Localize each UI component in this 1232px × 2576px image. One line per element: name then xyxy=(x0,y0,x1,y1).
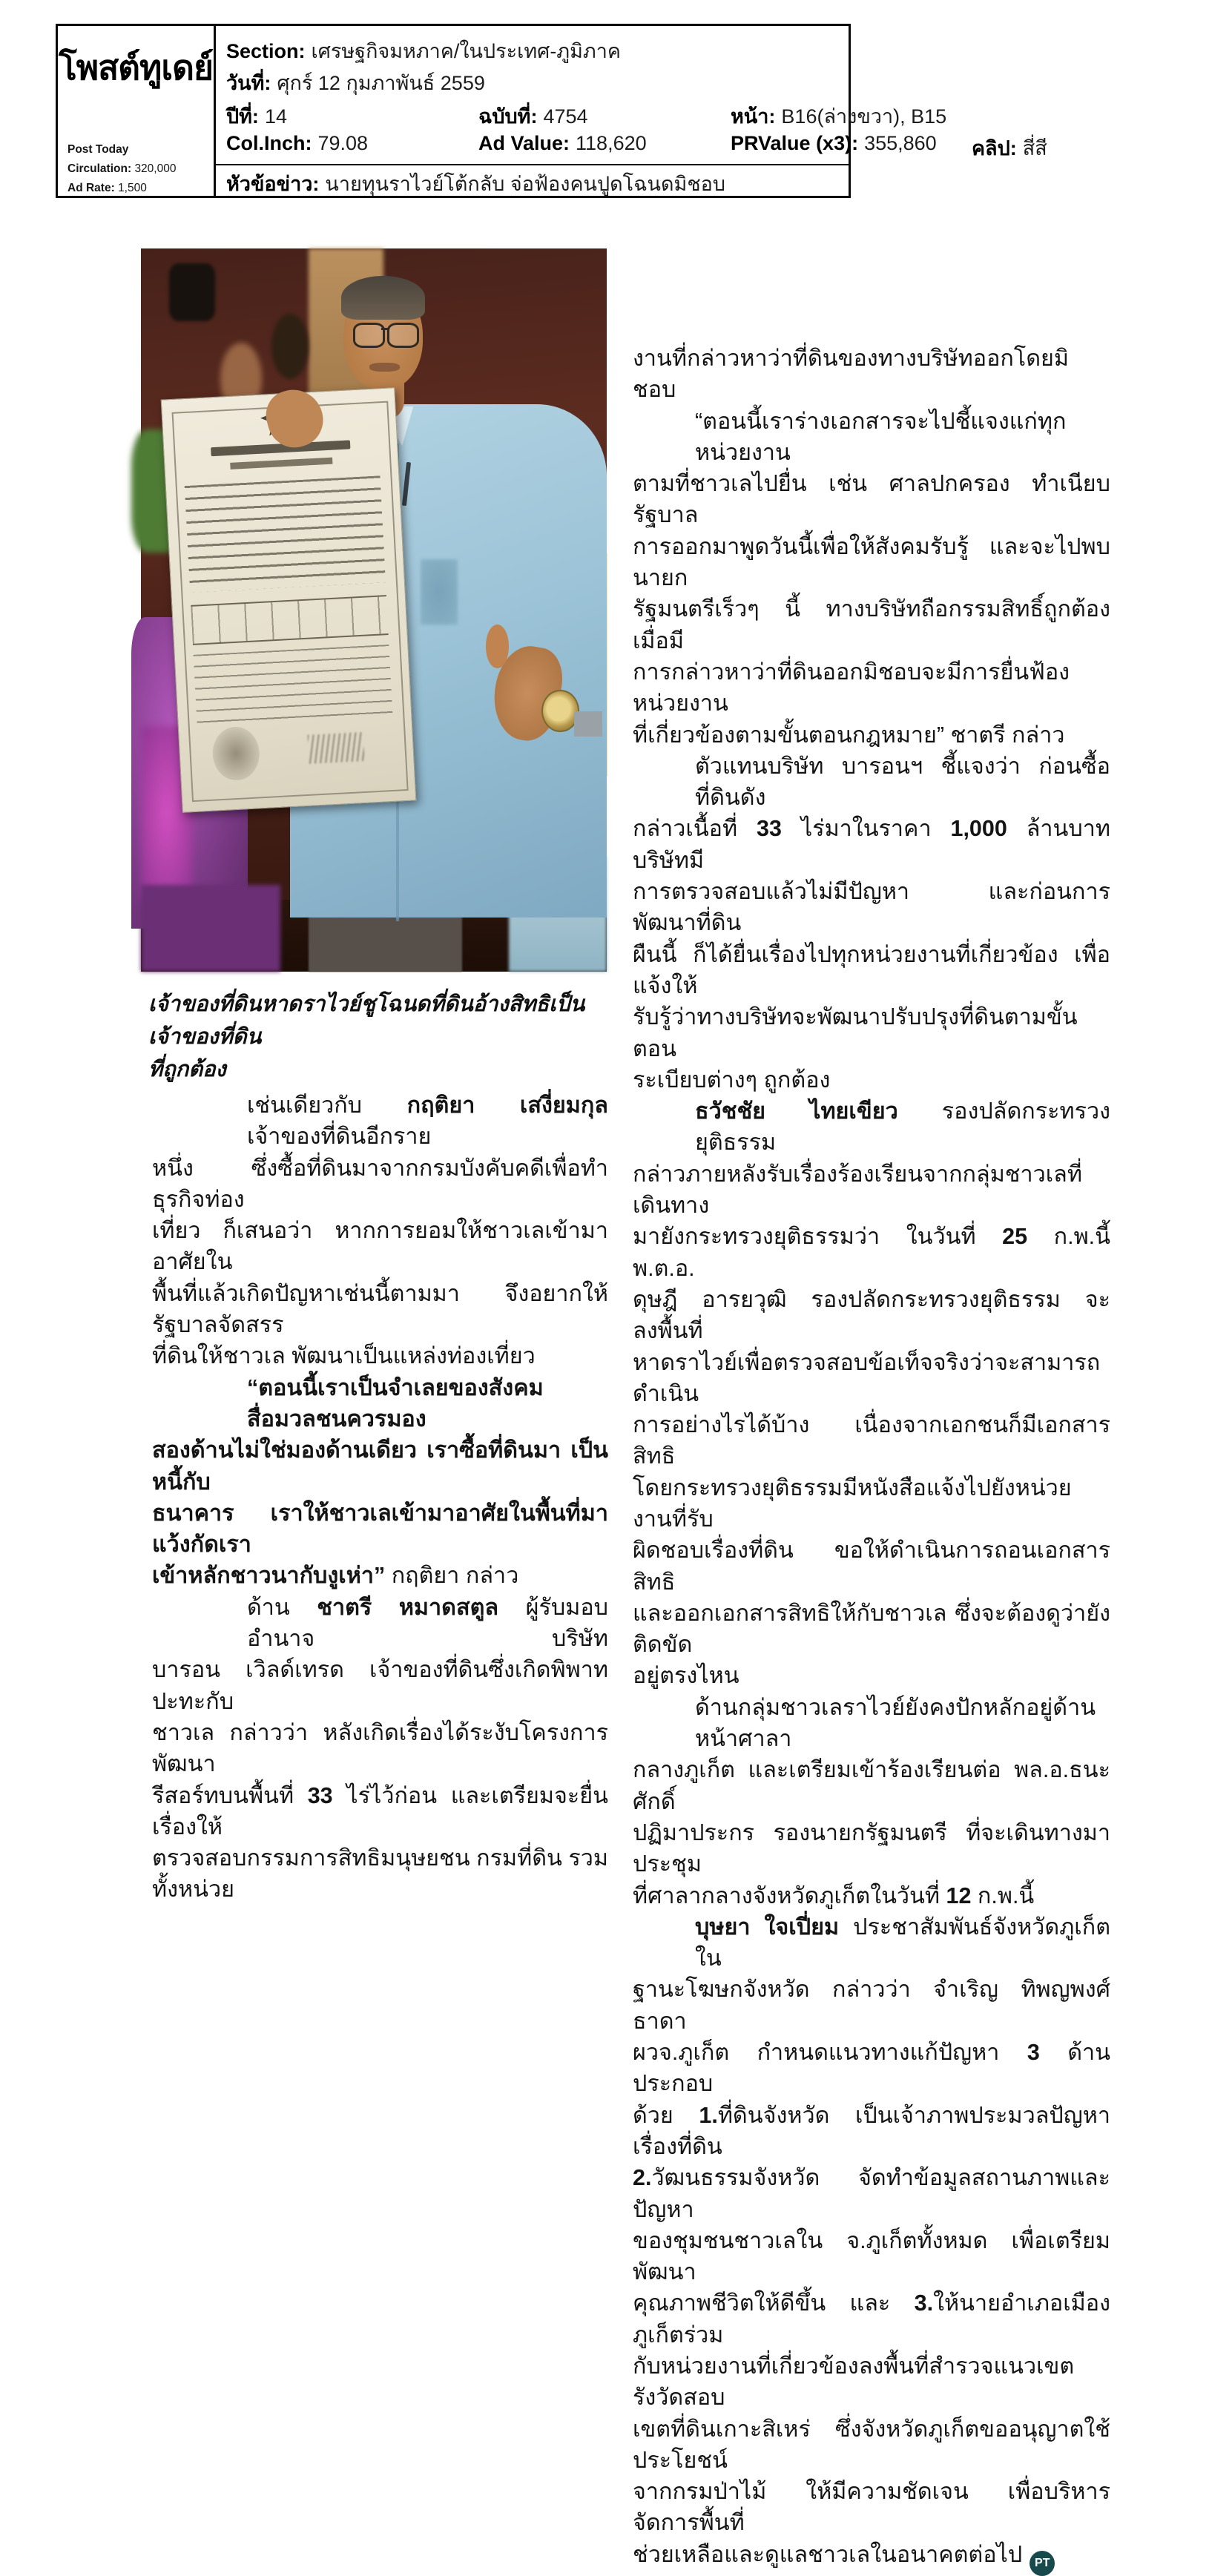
meta-row-date xyxy=(216,67,849,96)
text-segment: อยู่ตรงไหน xyxy=(633,1663,739,1689)
article-text-line xyxy=(633,1880,1110,1911)
text-segment: ไร่ไว้ก่อน และเตรียมจะยื่นเรื่องให้ xyxy=(152,1782,608,1839)
document-text-lines xyxy=(185,475,386,593)
advalue-value: 118,620 xyxy=(576,132,647,154)
ad-rate-line xyxy=(67,182,147,195)
article-text-line xyxy=(633,406,1110,469)
page-label: หน้า: xyxy=(731,105,776,128)
ad-rate-value: 1,500 xyxy=(118,182,147,194)
photo-man-mouth xyxy=(369,363,400,372)
article-text-line xyxy=(152,1372,608,1435)
bold-text-segment: 25 xyxy=(1002,1224,1028,1250)
article-text-line xyxy=(633,1754,1110,1817)
bold-text-segment: บุษยา ใจเปี่ยม xyxy=(695,1914,840,1940)
article-text-line xyxy=(633,1221,1110,1284)
text-segment: วัฒนธรรมจังหวัด จัดทำข้อมูลสถานภาพและปัญหา xyxy=(633,2165,1110,2222)
year-value: 14 xyxy=(264,105,287,128)
clip-field xyxy=(972,132,1047,164)
photo-watch-band xyxy=(574,711,602,737)
publication-name: Post Today xyxy=(67,143,129,156)
text-segment: ที่ดินให้ชาวเล พัฒนาเป็นแหล่งท่องเที่ยว xyxy=(152,1343,536,1369)
article-text-line xyxy=(633,531,1110,594)
text-segment: การออกมาพูดวันนี้เพื่อให้สังคมรับรู้ และจะไปพบนายก xyxy=(633,533,1110,591)
text-segment: คุณภาพชีวิตให้ดีขึ้น และ xyxy=(633,2290,915,2316)
headline-label: หัวข้อข่าว: xyxy=(226,173,320,195)
article-text-line xyxy=(152,1090,608,1153)
glasses-bridge xyxy=(381,328,389,330)
glasses-left-lens xyxy=(353,323,386,347)
article-text-line xyxy=(633,2037,1110,2100)
meta-row-value xyxy=(216,132,1047,162)
text-segment: การอย่างไรได้บ้าง เนื่องจากเอกชนก็มีเอกสารสิทธิ xyxy=(633,1412,1110,1469)
article-text-line xyxy=(152,1215,608,1278)
article-text-line xyxy=(633,2162,1110,2225)
article-text-line xyxy=(633,1817,1110,1880)
article-text-line xyxy=(633,2539,1110,2576)
text-segment: หนึ่ง ซึ่งซื้อที่ดินมาจากกรมบังคับคดีเพื่อทำธุรกิจท่อง xyxy=(152,1155,608,1212)
section-field xyxy=(226,35,621,67)
photo-man-hair xyxy=(341,276,425,320)
prvalue-label: PRValue (x3): xyxy=(731,132,859,154)
article-text-line xyxy=(633,2476,1110,2539)
meta-row-headline xyxy=(216,168,849,197)
text-segment: ตัวแทนบริษัท บารอนฯ ชี้แจงว่า ก่อนซื้อที่ดินดัง xyxy=(695,753,1110,811)
photo-table-edge xyxy=(141,885,280,972)
photo-thumb xyxy=(486,625,509,668)
colinch-label: Col.Inch: xyxy=(226,132,312,154)
prvalue-value: 355,860 xyxy=(864,132,937,154)
photo-caption xyxy=(148,988,612,1086)
date-value: ศุกร์ 12 กุมภาพันธ์ 2559 xyxy=(277,72,485,94)
bold-text-segment: สองด้านไม่ใช่มองด้านเดียว เราซื้อที่ดินมา เป็นหนี้กับ xyxy=(152,1437,608,1495)
post-today-end-badge: PT xyxy=(1030,2551,1055,2576)
article-text-line xyxy=(152,1592,608,1655)
circulation-line xyxy=(67,162,176,176)
article-text-line xyxy=(633,2287,1110,2351)
text-segment: จากกรมป่าไม้ ให้มีความชัดเจน เพื่อบริหารจัดการพื้นที่ xyxy=(633,2479,1110,2536)
caption-line-2: ที่ถูกต้อง xyxy=(148,1058,226,1081)
article-text-line xyxy=(633,2225,1110,2288)
photo-land-title-document xyxy=(160,387,416,813)
text-segment: ก.พ.นี้ พ.ต.อ. xyxy=(633,1224,1111,1281)
glasses-right-lens xyxy=(387,323,420,347)
clip-label: คลิป: xyxy=(972,137,1017,159)
text-segment: กลางภูเก็ต และเตรียมเข้าร้องเรียนต่อ พล.อ.ธนะศักดิ์ xyxy=(633,1757,1110,1814)
article-text-line xyxy=(633,2351,1110,2414)
clip-value: สี่สี xyxy=(1022,137,1047,159)
article-text-line xyxy=(152,1340,608,1371)
article-text-line xyxy=(633,468,1110,531)
text-segment: ฐานะโฆษกจังหวัด กล่าวว่า จำเริญ ทิพญพงศ์ธาดา xyxy=(633,1977,1110,2034)
year-field xyxy=(226,100,287,132)
date-label: วันที่: xyxy=(226,72,271,94)
section-value: เศรษฐกิจมหภาค/ในประเทศ-ภูมิภาค xyxy=(311,40,621,62)
bold-text-segment: เข้าหลักชาวนากับงูเห่า” xyxy=(152,1563,386,1589)
text-segment: บารอน เวิลด์เทรด เจ้าของที่ดินซึ่งเกิดพิพาทปะทะกับ xyxy=(152,1657,608,1714)
text-segment: ช่วยเหลือและดูแลชาวเลในอนาคตต่อไป xyxy=(633,2541,1023,2567)
bold-text-segment: “ตอนนี้เราเป็นจำเลยของสังคม สื่อมวลชนควรมอง xyxy=(247,1374,544,1432)
text-segment: เขตที่ดินเกาะสิเหร่ ซึ่งจังหวัดภูเก็ตขออนุญาตใช้ประโยชน์ xyxy=(633,2416,1110,2473)
text-segment: และออกเอกสารสิทธิให้กับชาวเล ซึ่งจะต้องดูว่ายังติดขัด xyxy=(633,1600,1110,1658)
article-text-line xyxy=(633,1598,1110,1661)
article-text-line xyxy=(633,1692,1110,1755)
article-text-line xyxy=(633,1409,1110,1472)
article-right-column xyxy=(633,343,1110,2576)
text-segment: ของชุมชนชาวเลใน จ.ภูเก็ตทั้งหมด เพื่อเตรียมพัฒนา xyxy=(633,2227,1110,2285)
bold-text-segment: 3. xyxy=(914,2290,934,2316)
colinch-value: 79.08 xyxy=(317,132,369,154)
text-segment: กล่าวเนื้อที่ xyxy=(633,816,757,842)
clipping-header xyxy=(56,24,1047,198)
text-segment: โดยกระทรวงยุติธรรมมีหนังสือแจ้งไปยังหน่วยงานที่รับ xyxy=(633,1475,1072,1532)
text-segment: ด้านประกอบ xyxy=(633,2040,1110,2097)
article-text-line xyxy=(633,1064,1110,1096)
article-text-line xyxy=(633,1096,1110,1159)
text-segment: ที่ศาลากลางจังหวัดภูเก็ตในวันที่ xyxy=(633,1882,946,1908)
publication-block xyxy=(58,26,214,196)
article-text-line xyxy=(633,1347,1110,1410)
article-text-line xyxy=(633,1001,1110,1064)
advalue-field xyxy=(478,132,647,155)
text-segment: กฤติยา กล่าว xyxy=(385,1563,519,1589)
issue-field xyxy=(478,100,588,132)
bold-text-segment: 33 xyxy=(757,816,782,842)
article-text-line xyxy=(633,719,1110,751)
text-segment: กล่าวภายหลังรับเรื่องร้องเรียนจากกลุ่มชาวเลที่เดินทาง xyxy=(633,1161,1082,1219)
article-text-line xyxy=(633,1284,1110,1347)
section-label: Section: xyxy=(226,40,306,62)
text-segment: ล้านบาท บริษัทมี xyxy=(633,816,1110,873)
issue-label: ฉบับที่: xyxy=(478,105,538,128)
bold-text-segment: 2. xyxy=(633,2165,652,2191)
text-segment: กับหน่วยงานที่เกี่ยวข้องลงพื้นที่สำรวจแนวเขตรังวัดสอบ xyxy=(633,2353,1075,2411)
text-segment: ประชาสัมพันธ์จังหวัดภูเก็ต ใน xyxy=(695,1914,1111,1971)
text-segment: ตามที่ชาวเลไปยื่น เช่น ศาลปกครอง ทำเนียบรัฐบาล xyxy=(633,471,1110,528)
text-segment: ที่เกี่ยวข้องตามขั้นตอนกฎหมาย” ชาตรี กล่าว xyxy=(633,722,1065,748)
text-segment: ผืนนี้ ก็ได้ยื่นเรื่องไปทุกหน่วยงานที่เกี่ยวข้อง เพื่อแจ้งให้ xyxy=(633,941,1110,998)
article-text-line xyxy=(633,656,1110,719)
article-text-line xyxy=(633,1660,1110,1691)
text-segment: หาดราไวย์เพื่อตรวจสอบข้อเท็จจริงว่าจะสามารถดำเนิน xyxy=(633,1349,1101,1406)
article-text-line xyxy=(633,939,1110,1002)
text-segment: งานที่กล่าวหาว่าที่ดินของทางบริษัทออกโดยมิชอบ xyxy=(633,346,1070,403)
photo-camera-blob xyxy=(169,263,216,321)
article-text-line xyxy=(152,1842,608,1905)
article-text-line xyxy=(152,1498,608,1561)
bold-text-segment: ธนาคาร เราให้ชาวเลเข้ามาอาศัยในพื้นที่มาแว้งกัดเรา xyxy=(152,1500,608,1558)
meta-row-issue xyxy=(216,100,947,130)
article-left-column xyxy=(152,1090,608,1905)
text-segment: รับรู้ว่าทางบริษัทจะพัฒนาปรับปรุงที่ดินตามขั้นตอน xyxy=(633,1004,1078,1061)
advalue-label: Ad Value: xyxy=(478,132,570,154)
text-segment: ผู้รับมอบอำนาจ บริษัท xyxy=(247,1594,609,1652)
article-text-line xyxy=(633,2100,1110,2163)
article-text-line xyxy=(152,1560,608,1591)
text-segment: การตรวจสอบแล้วไม่มีปัญหา และก่อนการพัฒนาที่ดิน xyxy=(633,879,1110,936)
text-segment: ระเบียบต่างๆ ถูกต้อง xyxy=(633,1067,831,1093)
article-text-line xyxy=(152,1434,608,1498)
meta-row-section xyxy=(216,35,849,65)
text-segment: พื้นที่แล้วเกิดปัญหาเช่นนี้ตามมา จึงอยากให้รัฐบาลจัดสรร xyxy=(152,1280,608,1338)
bold-text-segment: 33 xyxy=(307,1782,333,1808)
date-field xyxy=(226,67,485,99)
text-segment: รีสอร์ทบนพื้นที่ xyxy=(152,1782,308,1808)
bold-text-segment: 1,000 xyxy=(950,816,1007,842)
news-photo xyxy=(141,248,607,972)
article-text-line xyxy=(633,343,1110,406)
text-segment: มายังกระทรวงยุติธรรมว่า ในวันที่ xyxy=(633,1224,1003,1250)
bold-text-segment: 12 xyxy=(946,1882,972,1908)
text-segment: เช่นเดียวกับ xyxy=(247,1093,407,1118)
caption-line-1: เจ้าของที่ดินหาดราไวย์ชูโฉนดที่ดินอ้างสิทธิเป็นเจ้าของที่ดิน xyxy=(148,992,585,1049)
bold-text-segment: 3 xyxy=(1027,2040,1040,2066)
article-text-line xyxy=(152,1278,608,1341)
text-segment: ชาวเล กล่าวว่า หลังเกิดเรื่องได้ระงับโครงการพัฒนา xyxy=(152,1719,608,1777)
text-segment: ด้วย xyxy=(633,2102,699,2128)
text-segment: ให้นายอำเภอเมืองภูเก็ตร่วม xyxy=(633,2290,1110,2348)
article-text-line xyxy=(633,2414,1110,2477)
bold-text-segment: ธวัชชัย ไทยเขียว xyxy=(695,1098,898,1124)
bold-text-segment: 1. xyxy=(699,2102,718,2128)
prvalue-field xyxy=(731,132,937,155)
article-text-line xyxy=(633,876,1110,939)
year-label: ปีที่: xyxy=(226,105,259,128)
article-text-line xyxy=(633,813,1110,876)
photo-bystander-head xyxy=(271,314,309,379)
article-text-line xyxy=(152,1780,608,1843)
ad-rate-label: Ad Rate: xyxy=(67,182,115,194)
headline-field xyxy=(226,168,725,200)
article-text-line xyxy=(152,1153,608,1216)
text-segment: เจ้าของที่ดินอีกราย xyxy=(247,1124,432,1150)
bold-text-segment: กฤติยา เสงี่ยมกุล xyxy=(406,1093,608,1118)
text-segment: ตรวจสอบกรรมการสิทธิมนุษยชน กรมที่ดิน รวมทั้งหน่วย xyxy=(152,1845,608,1903)
article-text-line xyxy=(633,1472,1110,1535)
circulation-value: 320,000 xyxy=(134,162,177,175)
colinch-field xyxy=(226,132,368,155)
circulation-label: Circulation: xyxy=(67,162,132,175)
text-segment: ผิดชอบเรื่องที่ดิน ขอให้ดำเนินการถอนเอกสารสิทธิ xyxy=(633,1538,1110,1595)
post-today-logo: โพสต์ทูเดย์ xyxy=(59,48,213,87)
text-segment: เที่ยว ก็เสนอว่า หากการยอมให้ชาวเลเข้ามาอาศัยใน xyxy=(152,1218,608,1275)
text-segment: ก.พ.นี้ xyxy=(971,1882,1035,1908)
article-text-line xyxy=(152,1717,608,1780)
page-value: B16(ล่างขวา), B15 xyxy=(781,105,947,128)
clipping-meta xyxy=(216,26,1047,196)
text-segment: ดุษฎี อารยวุฒิ รองปลัดกระทรวงยุติธรรม จะลงพื้นที่ xyxy=(633,1286,1110,1344)
text-segment: ด้านกลุ่มชาวเลราไวย์ยังคงปักหลักอยู่ด้านหน้าศาลา xyxy=(695,1694,1096,1752)
page-field xyxy=(731,100,946,132)
photo-shirt-emblem xyxy=(421,559,458,625)
article-text-line xyxy=(633,1535,1110,1598)
document-signature xyxy=(307,732,364,764)
headline-value: นายทุนราไวย์โต้กลับ จ่อฟ้องคนปูดโฉนดมิชอบ xyxy=(325,173,725,195)
article-text-line xyxy=(633,751,1110,814)
issue-value: 4754 xyxy=(543,105,588,128)
text-segment: ไร่มาในราคา xyxy=(781,816,951,842)
text-segment: ผวจ.ภูเก็ต กำหนดแนวทางแก้ปัญหา xyxy=(633,2040,1027,2066)
article-text-line xyxy=(152,1654,608,1717)
article-text-line xyxy=(633,1159,1110,1222)
headline-separator xyxy=(216,164,849,165)
text-segment: ด้าน xyxy=(247,1594,317,1620)
text-segment: “ตอนนี้เราร่างเอกสารจะไปชี้แจงแก่ทุกหน่วยงาน xyxy=(695,408,1067,465)
text-segment: รองปลัดกระทรวงยุติธรรม xyxy=(695,1098,1110,1156)
article-text-line xyxy=(633,1974,1110,2037)
text-segment: ที่ดินจังหวัด เป็นเจ้าภาพประมวลปัญหาเรื่องที่ดิน xyxy=(633,2102,1110,2159)
article-text-line xyxy=(633,593,1110,656)
document-text-lines-lower xyxy=(194,645,393,729)
article-text-line xyxy=(633,1911,1110,1974)
text-segment: การกล่าวหาว่าที่ดินออกมิชอบจะมีการยื่นฟ้องหน่วยงาน xyxy=(633,659,1070,717)
text-segment: ปฏิมาประกร รองนายกรัฐมนตรี ที่จะเดินทางมาประชุม xyxy=(633,1819,1110,1877)
bold-text-segment: ชาตรี หมาดสตูล xyxy=(317,1594,499,1620)
text-segment: รัฐมนตรีเร็วๆ นี้ ทางบริษัทถือกรรมสิทธิ์ถูกต้อง เมื่อมี xyxy=(633,596,1110,653)
